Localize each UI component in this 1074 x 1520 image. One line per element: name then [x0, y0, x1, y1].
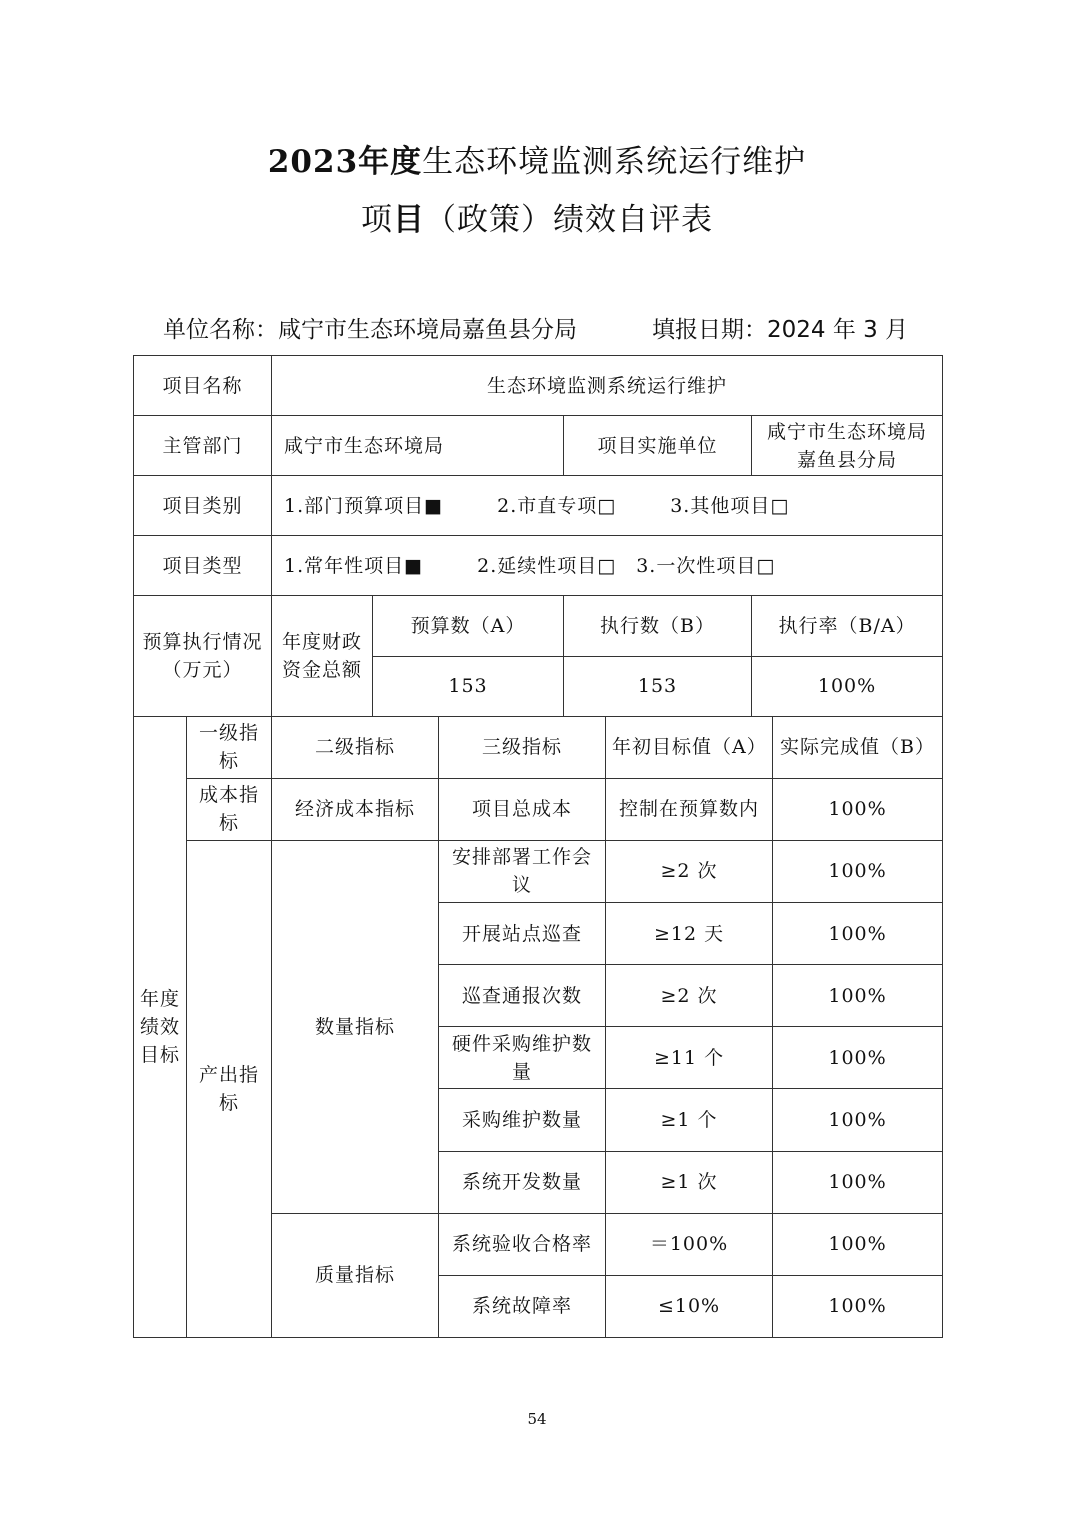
row-cost	[134, 778, 943, 840]
item-name: 硬件采购维护数量	[439, 1027, 606, 1089]
item-name: 系统故障率	[439, 1275, 606, 1337]
item-actual: 100%	[773, 1089, 943, 1151]
item-actual: 100%	[773, 965, 943, 1027]
item-name: 系统开发数量	[439, 1151, 606, 1213]
title-bold-part: 2023年度	[267, 144, 423, 180]
title-rest-part: 生态环境监测系统运行维护	[422, 144, 807, 180]
category-option-3: 3.其他项目□	[670, 494, 790, 517]
cost-target: 控制在预算数内	[606, 778, 773, 840]
row-department	[134, 416, 943, 476]
category-option-2: 2.市直专项□	[497, 494, 617, 517]
table-row	[134, 840, 943, 902]
category-options	[272, 476, 943, 536]
budget-label: 预算执行情况（万元）	[134, 596, 272, 716]
title2-bold: 目	[393, 202, 425, 238]
item-name: 安排部署工作会议	[439, 840, 606, 902]
item-name: 系统验收合格率	[439, 1213, 606, 1275]
project-name-value: 生态环境监测系统运行维护	[272, 356, 943, 416]
cost-level2: 经济成本指标	[272, 778, 439, 840]
row-project-name	[134, 356, 943, 416]
impl-value: 咸宁市生态环境局嘉鱼县分局	[752, 416, 943, 476]
type-options	[272, 536, 943, 596]
impl-label: 项目实施单位	[564, 416, 752, 476]
type-option-2: 2.延续性项目□	[477, 554, 617, 577]
row-budget-header	[134, 596, 943, 656]
cost-actual: 100%	[773, 778, 943, 840]
quality-level2: 质量指标	[272, 1213, 439, 1337]
dept-value: 咸宁市生态环境局	[272, 416, 564, 476]
category-label: 项目类别	[134, 476, 272, 536]
output-level1: 产出指标	[187, 840, 272, 1337]
header-actual: 实际完成值（B）	[773, 716, 943, 778]
header-level1: 一级指标	[187, 716, 272, 778]
perf-section-label: 年度绩效目标	[134, 716, 187, 1337]
budget-b-label: 执行数（B）	[564, 596, 752, 656]
report-date: 填报日期：2024 年 3 月	[652, 317, 909, 343]
cost-level3: 项目总成本	[439, 778, 606, 840]
item-target: ≤10%	[606, 1275, 773, 1337]
page-title-line2	[0, 194, 1074, 239]
item-actual: 100%	[773, 1151, 943, 1213]
type-option-1: 1.常年性项目■	[284, 554, 424, 577]
quantity-level2: 数量指标	[272, 840, 439, 1213]
item-target: ≥1 次	[606, 1151, 773, 1213]
dept-label: 主管部门	[134, 416, 272, 476]
row-type	[134, 536, 943, 596]
item-name: 开展站点巡查	[439, 903, 606, 965]
self-evaluation-table	[133, 355, 943, 1338]
unit-name: 单位名称：咸宁市生态环境局嘉鱼县分局	[163, 317, 577, 343]
title2-pre: 项	[361, 202, 393, 238]
header-target: 年初目标值（A）	[606, 716, 773, 778]
item-target: ≥2 次	[606, 840, 773, 902]
category-option-1: 1.部门预算项目■	[284, 494, 444, 517]
item-actual: 100%	[773, 1213, 943, 1275]
item-target: ≥12 天	[606, 903, 773, 965]
header-level2: 二级指标	[272, 716, 439, 778]
item-target: ≥2 次	[606, 965, 773, 1027]
row-category	[134, 476, 943, 536]
type-label: 项目类型	[134, 536, 272, 596]
item-actual: 100%	[773, 1275, 943, 1337]
item-target: ≥1 个	[606, 1089, 773, 1151]
page-number: 54	[527, 1410, 547, 1428]
page-title-line1	[0, 136, 1074, 181]
budget-b-value: 153	[564, 656, 752, 716]
row-perf-header	[134, 716, 943, 778]
title2-rest: （政策）绩效自评表	[425, 202, 713, 238]
budget-rate-value: 100%	[752, 656, 943, 716]
item-actual: 100%	[773, 903, 943, 965]
item-name: 巡查通报次数	[439, 965, 606, 1027]
item-name: 采购维护数量	[439, 1089, 606, 1151]
fund-total-label: 年度财政资金总额	[272, 596, 373, 716]
budget-a-value: 153	[373, 656, 564, 716]
project-name-label: 项目名称	[134, 356, 272, 416]
item-actual: 100%	[773, 1027, 943, 1089]
budget-a-label: 预算数（A）	[373, 596, 564, 656]
item-actual: 100%	[773, 840, 943, 902]
budget-rate-label: 执行率（B/A）	[752, 596, 943, 656]
item-target: ＝100%	[606, 1213, 773, 1275]
item-target: ≥11 个	[606, 1027, 773, 1089]
type-option-3: 3.一次性项目□	[636, 554, 776, 577]
cost-level1: 成本指标	[187, 778, 272, 840]
header-level3: 三级指标	[439, 716, 606, 778]
